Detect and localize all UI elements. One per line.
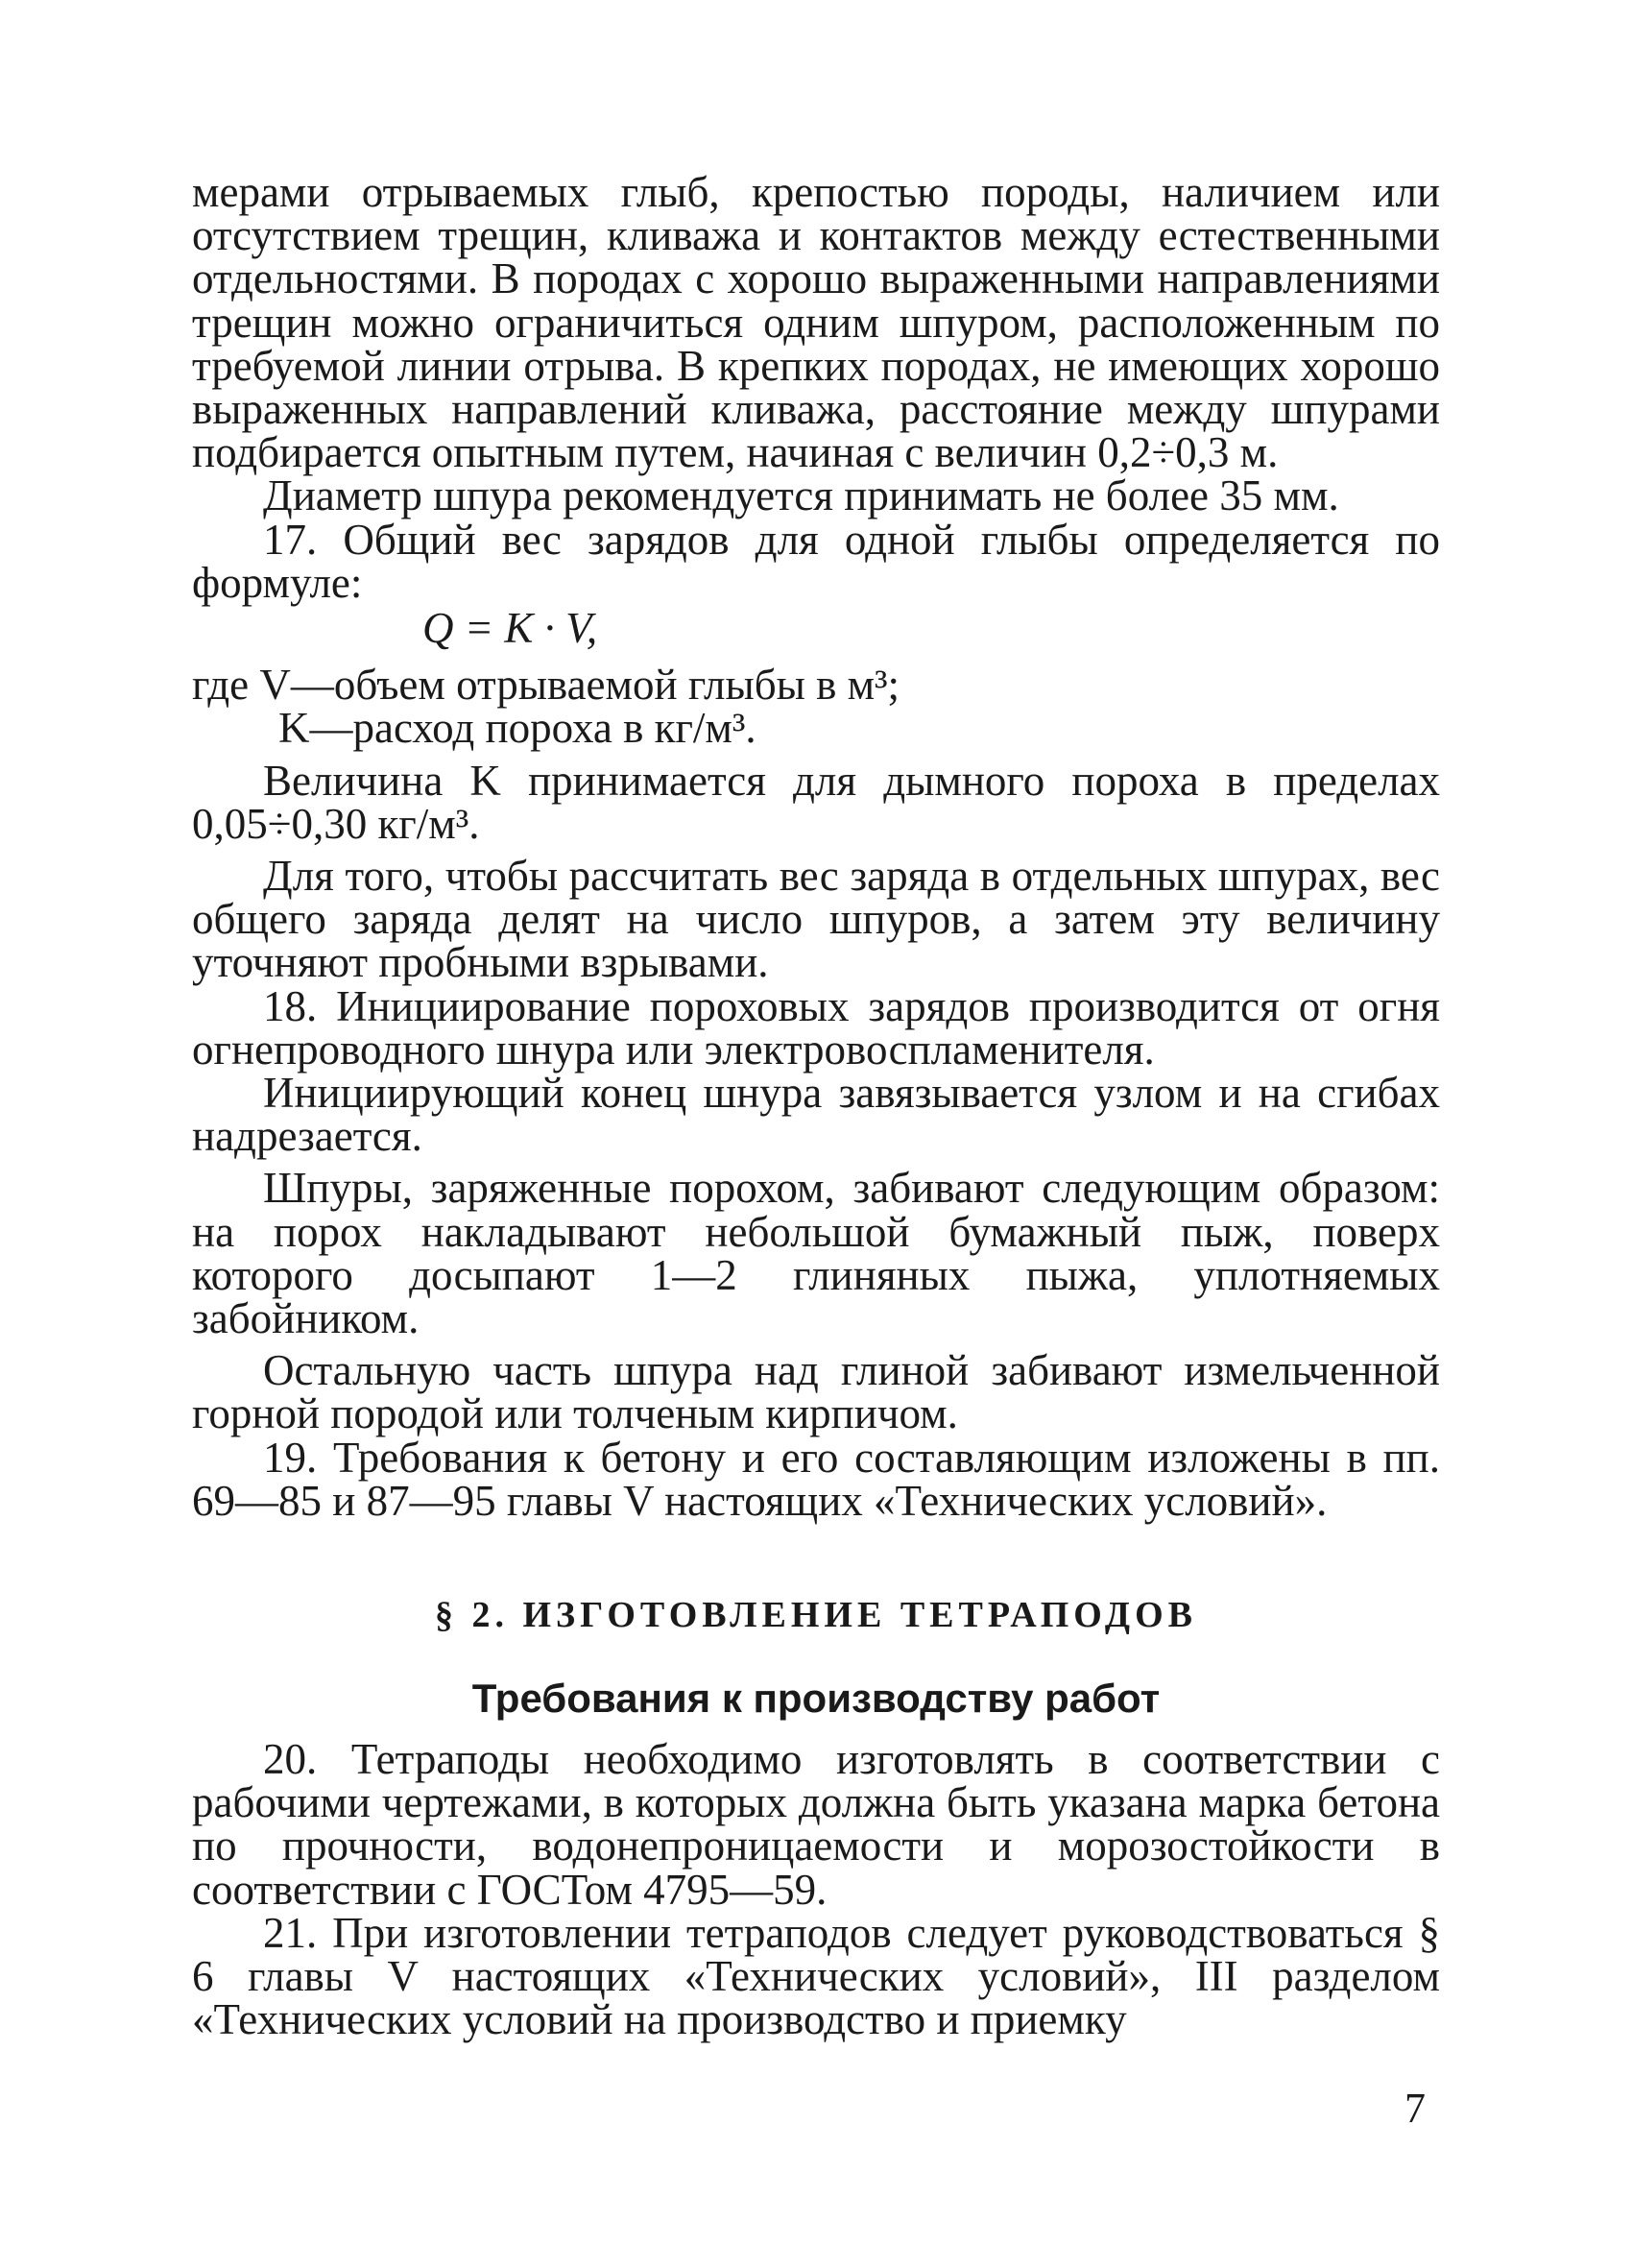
paragraph-21: 21. При изготовлении тетраподов следует руководствоваться § 6 главы V настоящих «Технических условий», III разделом «Технических условий на производство и приемку [192, 1908, 1440, 2044]
body-text-bottom [192, 1735, 1440, 2044]
subsection-title: Требования к производству работ [471, 1676, 1161, 1721]
paragraph-diameter: Диаметр шпура рекомендуется принимать не более 35 мм. [263, 471, 1339, 520]
paragraph-k-value: Величина K принимается для дымного пороха в пределах 0,05÷0,30 кг/м³. [192, 756, 1440, 848]
paragraph-continuation: мерами отрываемых глыб, крепостью породы, наличием или отсутствием трещин, кливажа и контактов между естественными отдельностями. В породах с хорошо выраженными направлениями трещин можно ограничиться одним шпуром, расположенным по требуемой линии отрыва. В крепких породах, не имеющих хорошо выраженных направлений кливажа, расстояние между шпурами подбирается опытным путем, начиная с величин 0,2÷0,3 м. [192, 168, 1440, 477]
paragraph-18: 18. Инициирование пороховых зарядов производится от огня огнепроводного шнура или электровоспламенителя. [192, 981, 1440, 1074]
paragraph-19: 19. Требования к бетону и его составляющим изложены в пп. 69—85 и 87—95 главы V настоящих «Технических условий». [192, 1433, 1440, 1525]
body-text-top [192, 168, 1440, 1525]
page-number: 7 [1404, 2085, 1426, 2132]
paragraph-rest: Остальную часть шпура над глиной забивают измельченной горной породой или толченым кирпичом. [192, 1346, 1440, 1438]
section-title: § 2. ИЗГОТОВЛЕНИЕ ТЕТРАПОДОВ [435, 1595, 1197, 1635]
paragraph-calc: Для того, чтобы рассчитать вес заряда в отдельных шпурах, вес общего заряда делят на число шпуров, а затем эту величину уточняют пробными взрывами. [192, 852, 1440, 987]
paragraph-17: 17. Общий вес зарядов для одной глыбы определяется по формуле: [192, 515, 1440, 607]
paragraph-boreholes: Шпуры, заряженные порохом, забивают следующим образом: на порох накладывают небольшой бумажный пыж, поверх которого досыпают 1—2 глиняных пыжа, уплотняемых забойником. [192, 1164, 1440, 1343]
formula-where-v: где V—объем отрываемой глыбы в м³; [192, 661, 900, 710]
formula-where-k: K—расход пороха в кг/м³. [278, 704, 756, 753]
formula: Q = K · V, [422, 604, 598, 653]
paragraph-20: 20. Тетраподы необходимо изготовлять в соответствии с рабочими чертежами, в которых должна быть указана марка бетона по прочности, водонепроницаемости и морозостойкости в соответствии с ГОСТом 4795—59. [192, 1735, 1440, 1914]
paragraph-initiation: Инициирующий конец шнура завязывается узлом и на сгибах надрезается. [192, 1069, 1440, 1161]
